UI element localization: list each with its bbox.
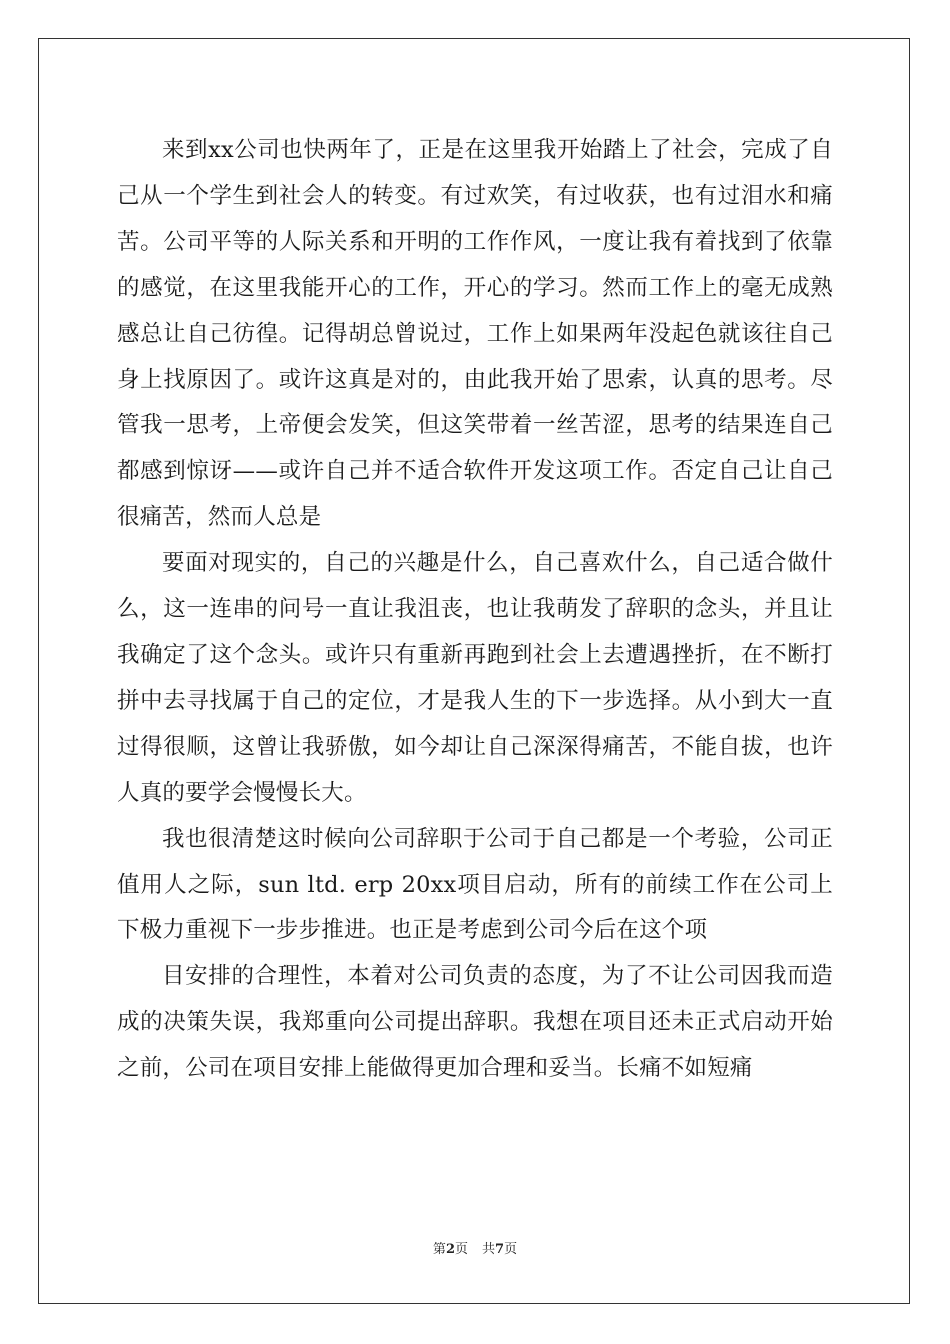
total-pages-number: 7 (495, 1242, 505, 1257)
paragraph-4: 目安排的合理性，本着对公司负责的态度，为了不让公司因我而造成的决策失误，我郑重向公司提出辞职。我想在项目还未正式启动开始之前，公司在项目安排上能做得更加合理和妥当。长痛不如短痛 (117, 963, 833, 1082)
page-label-prefix: 第 (432, 1242, 446, 1257)
paragraph-2: 要面对现实的，自己的兴趣是什么，自己喜欢什么，自己适合做什么，这一连串的问号一直让我沮丧，也让我萌发了辞职的念头，并且让我确定了这个念头。或许只有重新再跑到社会上去遭遇挫折，在不断打拼中去寻找属于自己的定位，才是我人生的下一步选择。从小到大一直过得很顺，这曾让我骄傲，如今却让自己深深得痛苦，不能自拔，也许人真的要学会慢慢长大。 (117, 550, 833, 806)
document-body (117, 128, 833, 1092)
page-footer (0, 1241, 950, 1259)
total-label-prefix: 共 (482, 1242, 496, 1257)
page-label-suffix: 页 (454, 1242, 468, 1257)
current-page-number: 2 (445, 1242, 455, 1257)
total-label-suffix: 页 (504, 1242, 518, 1257)
paragraph-1: 来到xx公司也快两年了，正是在这里我开始踏上了社会，完成了自己从一个学生到社会人的转变。有过欢笑，有过收获，也有过泪水和痛苦。公司平等的人际关系和开明的工作作风，一度让我有着找到了依靠的感觉，在这里我能开心的工作，开心的学习。然而工作上的毫无成熟感总让自己彷徨。记得胡总曾说过，工作上如果两年没起色就该往自己身上找原因了。或许这真是对的，由此我开始了思索，认真的思考。尽管我一思考，上帝便会发笑，但这笑带着一丝苦涩，思考的结果连自己都感到惊讶——或许自己并不适合软件开发这项工作。否定自己让自己很痛苦，然而人总是 (117, 137, 833, 531)
paragraph-3: 我也很清楚这时候向公司辞职于公司于自己都是一个考验，公司正值用人之际，sun ltd. erp 20xx项目启动，所有的前续工作在公司上下极力重视下一步步推进。也正是考虑到公司今后在这个项 (117, 825, 833, 944)
